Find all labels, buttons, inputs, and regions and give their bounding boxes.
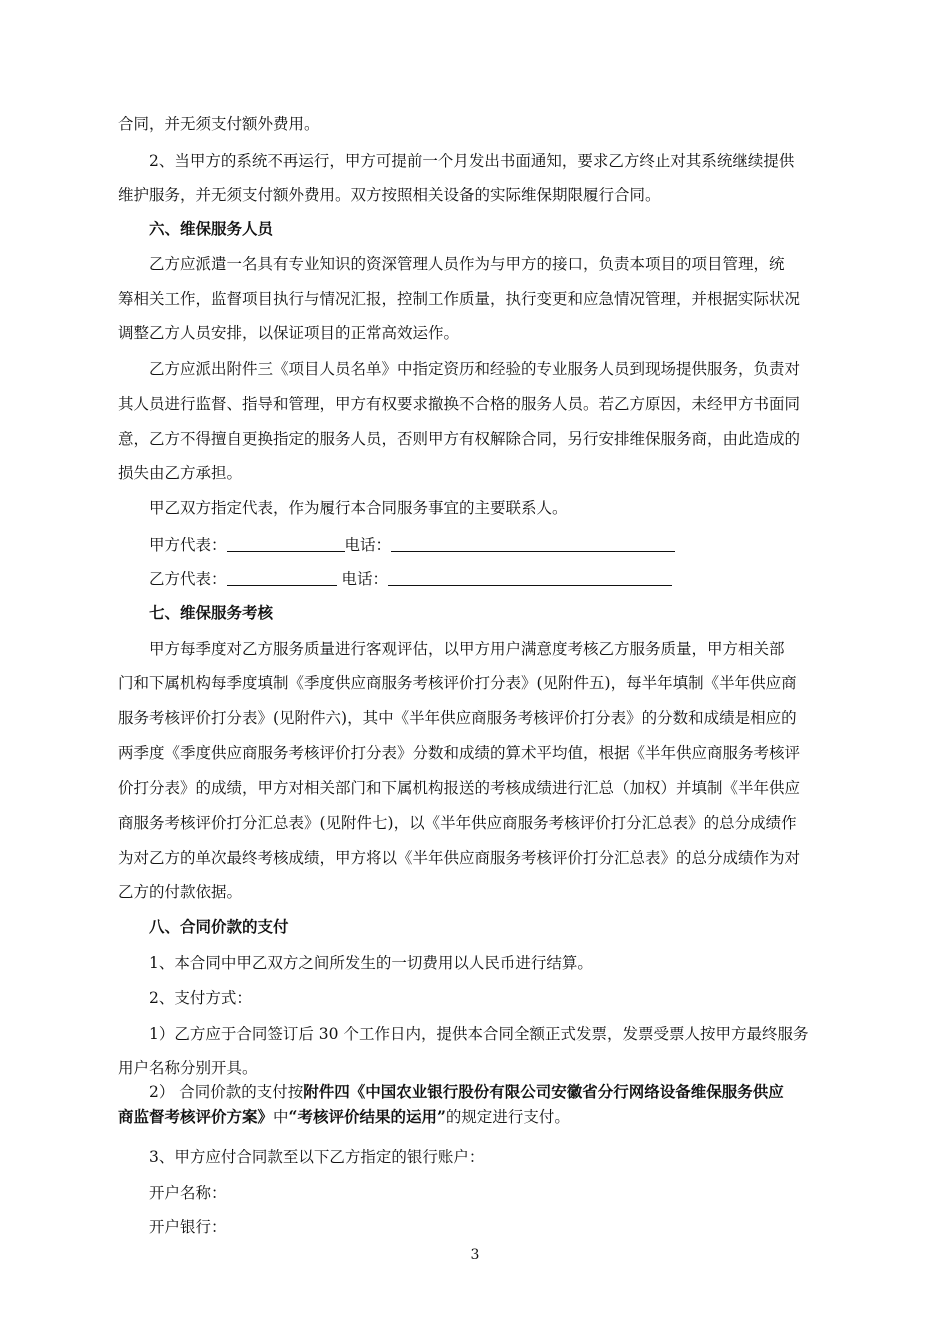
payment-clause-line <box>118 1107 838 1127</box>
section-heading-6: 六、维保服务人员 <box>149 219 274 238</box>
party-b-name-blank <box>227 570 337 586</box>
account-name-label: 开户名称： <box>149 1184 227 1202</box>
text-line: 用户名称分别开具。 <box>118 1059 258 1077</box>
party-b-phone-blank <box>388 570 672 586</box>
annex-reference: 附件四《中国农业银行股份有限公司安徽省分行网络设备维保服务供应 <box>303 1082 784 1101</box>
connector-text: 中 <box>273 1108 289 1126</box>
text-line: 甲乙双方指定代表，作为履行本合同服务事宜的主要联系人。 <box>149 499 568 517</box>
text-line: 合同，并无须支付额外费用。 <box>118 115 320 133</box>
party-b-phone-label: 电话： <box>336 570 388 588</box>
text-line: 服务考核评价打分表》(见附件六)，其中《半年供应商服务考核评价打分表》的分数和成绩是相应的 <box>118 709 797 727</box>
text-line: 其人员进行监督、指导和管理，甲方有权要求撤换不合格的服务人员。若乙方原因，未经甲方书面同 <box>118 395 801 413</box>
text-line: 乙方的付款依据。 <box>118 883 243 901</box>
section-heading-8: 八、合同价款的支付 <box>149 917 289 936</box>
text-line: 为对乙方的单次最终考核成绩，甲方将以《半年供应商服务考核评价打分汇总表》的总分成绩作为对 <box>118 849 801 867</box>
text-line: 两季度《季度供应商服务考核评价打分表》分数和成绩的算术平均值，根据《半年供应商服务考核评 <box>118 744 801 762</box>
party-b-label: 乙方代表： <box>149 570 227 588</box>
text-line: 1）乙方应于合同签订后 30 个工作日内，提供本合同全额正式发票，发票受票人按甲方最终服务 <box>149 1025 809 1043</box>
party-b-representative-line <box>149 569 838 589</box>
text-line: 维护服务，并无须支付额外费用。双方按照相关设备的实际维保期限履行合同。 <box>118 186 661 204</box>
section-heading-7: 七、维保服务考核 <box>149 603 274 622</box>
text-line: 甲方每季度对乙方服务质量进行客观评估，以甲方用户满意度考核乙方服务质量，甲方相关部 <box>149 640 785 658</box>
annex-reference-cont: 商监督考核评价方案》 <box>118 1107 274 1126</box>
text-line: 调整乙方人员安排，以保证项目的正常高效运作。 <box>118 324 460 342</box>
party-a-label: 甲方代表： <box>149 536 227 554</box>
text-line: 损失由乙方承担。 <box>118 464 243 482</box>
quoted-term: “考核评价结果的运用” <box>288 1107 446 1126</box>
party-a-phone-label: 电话： <box>344 536 392 554</box>
text-line: 价打分表》的成绩，甲方对相关部门和下属机构报送的考核成绩进行汇总（加权）并填制《半年供应 <box>118 779 801 797</box>
text-line: 2、支付方式： <box>149 989 252 1007</box>
text-line: 门和下属机构每季度填制《季度供应商服务考核评价打分表》(见附件五)，每半年填制《半年供应商 <box>118 674 797 692</box>
text-line: 1、本合同中甲乙双方之间所发生的一切费用以人民币进行结算。 <box>149 954 593 972</box>
text-line: 乙方应派出附件三《项目人员名单》中指定资历和经验的专业服务人员到现场提供服务，负责对 <box>149 360 801 378</box>
text-line: 3、甲方应付合同款至以下乙方指定的银行账户： <box>149 1148 485 1166</box>
payment-clause-line <box>149 1082 838 1102</box>
account-bank-label: 开户银行： <box>149 1218 227 1236</box>
payment-clause-lead: 2） 合同价款的支付按 <box>149 1083 304 1101</box>
party-a-representative-line <box>149 535 838 555</box>
text-line: 商服务考核评价打分汇总表》(见附件七)，以《半年供应商服务考核评价打分汇总表》的总分成绩作 <box>118 814 797 832</box>
text-line: 乙方应派遣一名具有专业知识的资深管理人员作为与甲方的接口，负责本项目的项目管理，统 <box>149 255 785 273</box>
text-line: 意，乙方不得擅自更换指定的服务人员，否则甲方有权解除合同，另行安排维保服务商，由此造成的 <box>118 430 801 448</box>
party-a-name-blank <box>227 536 345 552</box>
text-line: 2、当甲方的系统不再运行，甲方可提前一个月发出书面通知，要求乙方终止对其系统继续提供 <box>149 152 795 170</box>
page-number: 3 <box>470 1247 480 1263</box>
party-a-phone-blank <box>391 536 675 552</box>
text-line: 筹相关工作，监督项目执行与情况汇报，控制工作质量，执行变更和应急情况管理，并根据实际状况 <box>118 290 801 308</box>
clause-ending: 的规定进行支付。 <box>445 1108 570 1126</box>
